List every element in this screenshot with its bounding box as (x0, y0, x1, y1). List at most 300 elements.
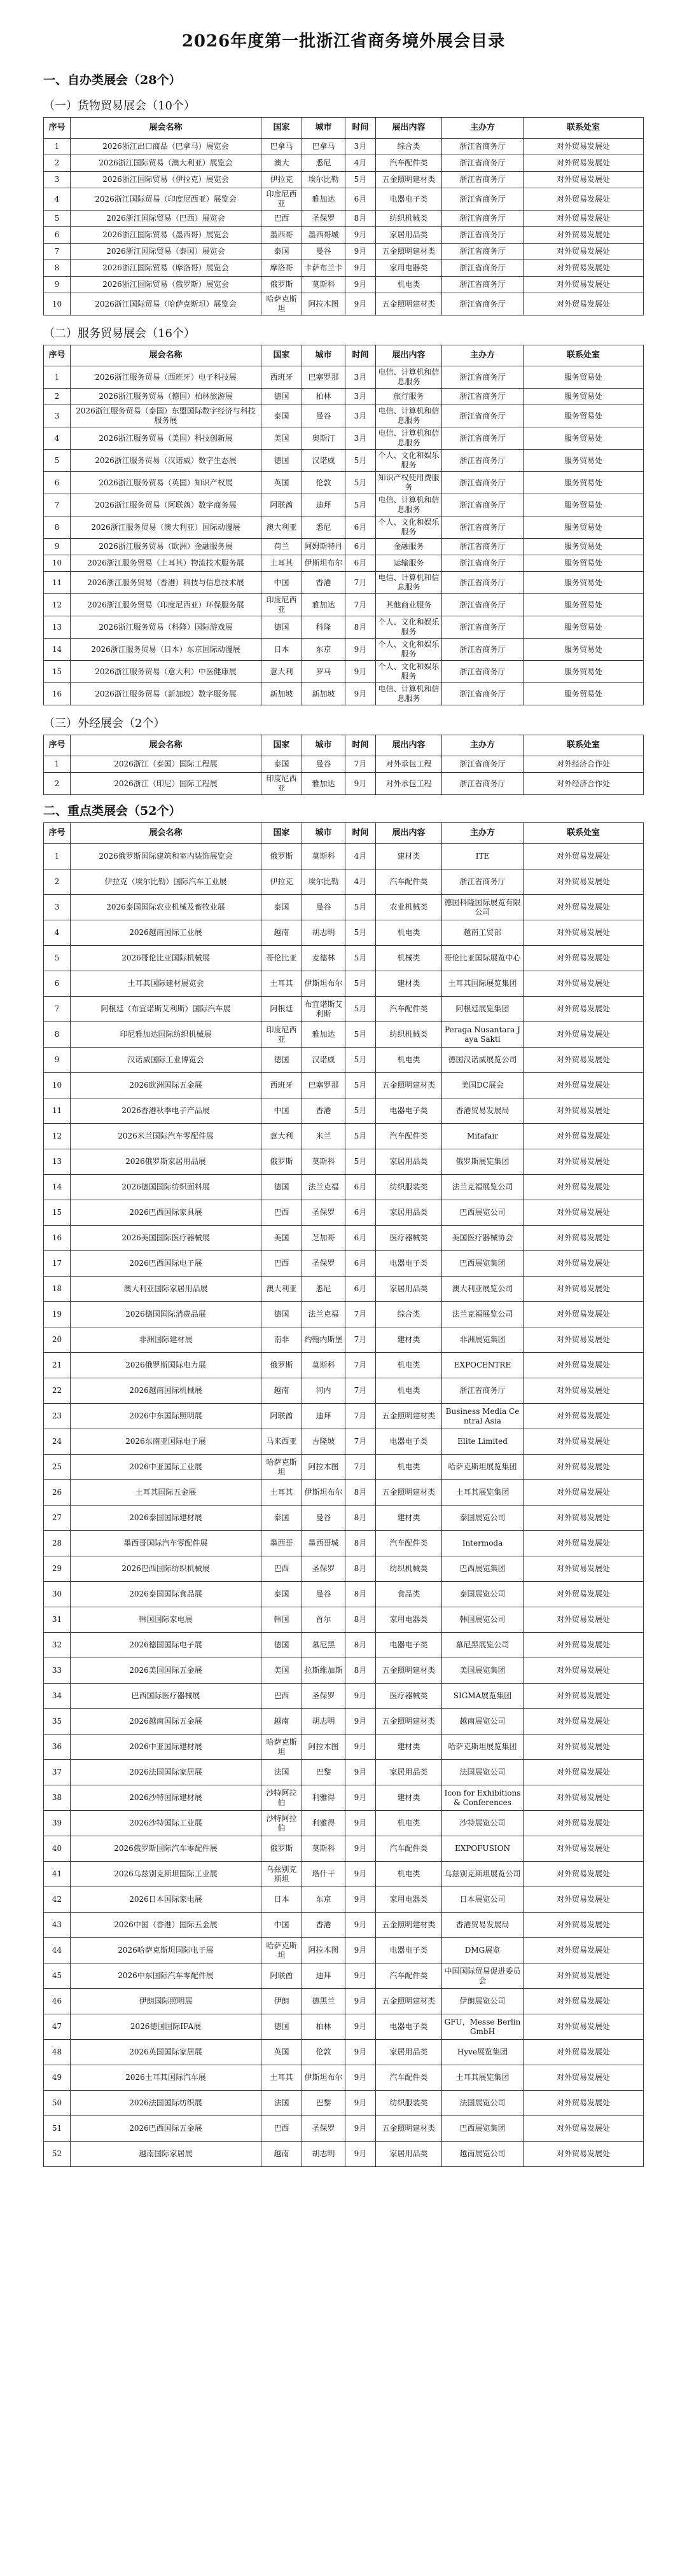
cell-country: 泰国 (261, 895, 302, 920)
cell-country: 德国 (261, 389, 302, 405)
sub-3-title: （三）外经展会（2个） (43, 717, 165, 730)
cell-city: 布宜诺斯艾利斯 (302, 997, 345, 1022)
cell-name: 2026浙江服务贸易（土耳其）物流技术服务展 (71, 555, 261, 572)
cell-index: 28 (44, 1531, 71, 1556)
cell-city: 汉诺威 (302, 450, 345, 472)
cell-name: 2026浙江国际贸易（印度尼西亚）展览会 (71, 188, 261, 211)
cell-name: 2026沙特国际建材展 (71, 1785, 261, 1811)
cell-index: 43 (44, 1913, 71, 1938)
cell-index: 47 (44, 2014, 71, 2040)
cell-department: 对外贸易发展处 (524, 844, 644, 869)
cell-month: 9月 (345, 1938, 376, 1963)
cell-content: 家居用品类 (376, 1277, 442, 1302)
cell-country: 泰国 (261, 1506, 302, 1531)
table-header-row (44, 823, 644, 844)
cell-index: 30 (44, 1582, 71, 1607)
cell-index: 10 (44, 1073, 71, 1098)
table-row (44, 1531, 644, 1556)
cell-department: 对外贸易发展处 (524, 172, 644, 188)
cell-organizer: GFU，Messe Berlin GmbH (442, 2014, 524, 2040)
sub-1-title: （一）货物贸易展会（10个） (43, 99, 195, 113)
cell-month: 9月 (345, 293, 376, 315)
cell-country: 中国 (261, 1913, 302, 1938)
cell-department: 服务贸易处 (524, 539, 644, 555)
cell-name: 2026中亚国际建材展 (71, 1735, 261, 1760)
cell-name: 2026巴西国际纺织机械展 (71, 1556, 261, 1582)
column-header: 城市 (302, 823, 345, 844)
cell-department: 对外贸易发展处 (524, 1633, 644, 1658)
cell-content: 个人、文化和娱乐服务 (376, 639, 442, 661)
cell-month: 7月 (345, 572, 376, 594)
cell-content: 其他商业服务 (376, 594, 442, 616)
cell-month: 9月 (345, 1684, 376, 1709)
cell-content: 建材类 (376, 844, 442, 869)
table-row (44, 211, 644, 227)
cell-city: 东京 (302, 639, 345, 661)
cell-department: 对外贸易发展处 (524, 1251, 644, 1277)
cell-month: 9月 (345, 1811, 376, 1836)
cell-month: 6月 (345, 1175, 376, 1200)
table-row (44, 1455, 644, 1480)
column-header: 国家 (261, 735, 302, 756)
cell-organizer: 浙江省商务厅 (442, 639, 524, 661)
cell-organizer: 浙江省商务厅 (442, 366, 524, 389)
column-header: 展会名称 (71, 345, 261, 366)
cell-content: 五金照明建材类 (376, 172, 442, 188)
cell-city: 迪拜 (302, 494, 345, 516)
cell-country: 新加坡 (261, 683, 302, 705)
cell-month: 7月 (345, 1404, 376, 1429)
table-row (44, 1226, 644, 1251)
cell-organizer: 泰国展览公司 (442, 1582, 524, 1607)
cell-organizer: 浙江省商务厅 (442, 472, 524, 494)
cell-index: 42 (44, 1887, 71, 1913)
cell-organizer: 土耳其展览集团 (442, 1480, 524, 1506)
cell-index: 24 (44, 1429, 71, 1455)
cell-organizer: 法兰克福展览公司 (442, 1175, 524, 1200)
table-row (44, 997, 644, 1022)
cell-month: 9月 (345, 2091, 376, 2116)
cell-organizer: 浙江省商务厅 (442, 188, 524, 211)
cell-department: 对外贸易发展处 (524, 1836, 644, 1862)
cell-name: 2026浙江服务贸易（汉诺威）数字生态展 (71, 450, 261, 472)
cell-index: 50 (44, 2091, 71, 2116)
cell-content: 汽车配件类 (376, 1836, 442, 1862)
cell-index: 8 (44, 260, 71, 277)
cell-content: 机电类 (376, 1048, 442, 1073)
cell-month: 3月 (345, 366, 376, 389)
cell-city: 阿拉木图 (302, 1735, 345, 1760)
cell-department: 对外贸易发展处 (524, 1531, 644, 1556)
cell-city: 麦德林 (302, 946, 345, 971)
cell-index: 4 (44, 427, 71, 450)
cell-index: 49 (44, 2065, 71, 2091)
cell-country: 德国 (261, 616, 302, 639)
table-row (44, 1098, 644, 1124)
cell-country: 印度尼西亚 (261, 594, 302, 616)
cell-index: 13 (44, 616, 71, 639)
sub-2-title: （二）服务贸易展会（16个） (43, 327, 195, 340)
cell-organizer: 浙江省商务厅 (442, 277, 524, 293)
cell-month: 7月 (345, 756, 376, 773)
cell-department: 对外贸易发展处 (524, 1404, 644, 1429)
cell-name: 2026美国国际五金展 (71, 1658, 261, 1684)
cell-month: 8月 (345, 1633, 376, 1658)
cell-organizer: 浙江省商务厅 (442, 661, 524, 683)
cell-content: 家用电器类 (376, 1887, 442, 1913)
cell-content: 农业机械类 (376, 895, 442, 920)
cell-index: 5 (44, 450, 71, 472)
cell-name: 2026浙江国际贸易（摩洛哥）展览会 (71, 260, 261, 277)
cell-organizer: 巴西展览集团 (442, 2116, 524, 2142)
column-header: 城市 (302, 118, 345, 139)
cell-index: 14 (44, 1175, 71, 1200)
table-row (44, 139, 644, 155)
cell-city: 汉诺威 (302, 1048, 345, 1073)
column-header: 时间 (345, 345, 376, 366)
cell-department: 对外贸易发展处 (524, 1455, 644, 1480)
cell-content: 知识产权使用费服务 (376, 472, 442, 494)
cell-month: 5月 (345, 1098, 376, 1124)
table-row (44, 1124, 644, 1149)
table-row (44, 844, 644, 869)
cell-country: 南非 (261, 1327, 302, 1353)
cell-index: 1 (44, 844, 71, 869)
cell-city: 卡萨布兰卡 (302, 260, 345, 277)
cell-index: 13 (44, 1149, 71, 1175)
column-header: 联系处室 (524, 735, 644, 756)
cell-name: 2026中东国际汽车零配件展 (71, 1963, 261, 1989)
cell-department: 对外经济合作处 (524, 756, 644, 773)
column-header: 主办方 (442, 735, 524, 756)
cell-city: 圣保罗 (302, 1251, 345, 1277)
cell-content: 金融服务 (376, 539, 442, 555)
cell-month: 6月 (345, 1200, 376, 1226)
cell-department: 服务贸易处 (524, 427, 644, 450)
cell-department: 对外贸易发展处 (524, 1582, 644, 1607)
cell-index: 23 (44, 1404, 71, 1429)
cell-country: 巴拿马 (261, 139, 302, 155)
cell-index: 16 (44, 1226, 71, 1251)
cell-city: 胡志明 (302, 2142, 345, 2167)
column-header: 展会名称 (71, 823, 261, 844)
cell-month: 9月 (345, 1836, 376, 1862)
cell-city: 雅加达 (302, 1022, 345, 1048)
cell-content: 机电类 (376, 1353, 442, 1378)
cell-country: 马来西亚 (261, 1429, 302, 1455)
cell-country: 澳大 (261, 155, 302, 172)
cell-index: 3 (44, 405, 71, 427)
cell-index: 12 (44, 1124, 71, 1149)
cell-city: 芝加哥 (302, 1226, 345, 1251)
cell-organizer: 中国国际贸易促进委员会 (442, 1963, 524, 1989)
cell-index: 3 (44, 895, 71, 920)
cell-country: 美国 (261, 427, 302, 450)
cell-month: 8月 (345, 211, 376, 227)
cell-month: 7月 (345, 594, 376, 616)
section-1-title: 一、自办类展会（28个） (43, 73, 181, 87)
cell-city: 圣保罗 (302, 2116, 345, 2142)
table-row (44, 244, 644, 260)
cell-department: 对外贸易发展处 (524, 1429, 644, 1455)
cell-content: 旅行服务 (376, 389, 442, 405)
cell-month: 9月 (345, 683, 376, 705)
cell-month: 8月 (345, 1582, 376, 1607)
table-row (44, 1913, 644, 1938)
cell-department: 服务贸易处 (524, 450, 644, 472)
cell-month: 9月 (345, 1913, 376, 1938)
cell-month: 5月 (345, 1149, 376, 1175)
table-row (44, 1378, 644, 1404)
cell-department: 对外贸易发展处 (524, 971, 644, 997)
cell-department: 服务贸易处 (524, 366, 644, 389)
cell-index: 11 (44, 1098, 71, 1124)
cell-name: 墨西哥国际汽车零配件展 (71, 1531, 261, 1556)
cell-content: 个人、文化和娱乐服务 (376, 516, 442, 539)
cell-month: 5月 (345, 472, 376, 494)
cell-name: 2026浙江服务贸易（科隆）国际游戏展 (71, 616, 261, 639)
cell-index: 19 (44, 1302, 71, 1327)
cell-department: 对外贸易发展处 (524, 1073, 644, 1098)
cell-month: 9月 (345, 2065, 376, 2091)
cell-country: 阿联酋 (261, 494, 302, 516)
cell-city: 新加坡 (302, 683, 345, 705)
cell-month: 3月 (345, 139, 376, 155)
cell-month: 9月 (345, 1887, 376, 1913)
table-row (44, 869, 644, 895)
table-row (44, 1327, 644, 1353)
cell-content: 电器电子类 (376, 1251, 442, 1277)
cell-name: 2026浙江国际贸易（澳大利亚）展览会 (71, 155, 261, 172)
cell-name: 2026香港秋季电子产品展 (71, 1098, 261, 1124)
cell-content: 个人、文化和娱乐服务 (376, 450, 442, 472)
cell-city: 拉斯维加斯 (302, 1658, 345, 1684)
cell-organizer: 土耳其展览集团 (442, 2065, 524, 2091)
cell-city: 德黑兰 (302, 1989, 345, 2014)
cell-organizer: 浙江省商务厅 (442, 869, 524, 895)
column-header: 城市 (302, 345, 345, 366)
cell-content: 家居用品类 (376, 227, 442, 244)
cell-month: 6月 (345, 188, 376, 211)
cell-organizer: Icon for Exhibitions & Conferences (442, 1785, 524, 1811)
cell-index: 45 (44, 1963, 71, 1989)
cell-index: 3 (44, 172, 71, 188)
cell-country: 哈萨克斯坦 (261, 1455, 302, 1480)
cell-month: 7月 (345, 1353, 376, 1378)
cell-city: 巴黎 (302, 1760, 345, 1785)
column-header: 主办方 (442, 823, 524, 844)
cell-index: 4 (44, 188, 71, 211)
cell-organizer: 俄罗斯展览集团 (442, 1149, 524, 1175)
cell-organizer: 浙江省商务厅 (442, 516, 524, 539)
cell-city: 迪拜 (302, 1963, 345, 1989)
table-row (44, 260, 644, 277)
column-header: 时间 (345, 823, 376, 844)
cell-department: 对外贸易发展处 (524, 1607, 644, 1633)
table-row (44, 2040, 644, 2065)
table-row (44, 227, 644, 244)
cell-organizer: 乌兹别克斯坦展览公司 (442, 1862, 524, 1887)
cell-name: 2026俄罗斯国际电力展 (71, 1353, 261, 1378)
cell-index: 18 (44, 1277, 71, 1302)
cell-name: 2026浙江服务贸易（德国）柏林旅游展 (71, 389, 261, 405)
cell-organizer: 哈萨克斯坦展览集团 (442, 1735, 524, 1760)
cell-country: 德国 (261, 1633, 302, 1658)
cell-month: 5月 (345, 1073, 376, 1098)
cell-name: 2026浙江（泰国）国际工程展 (71, 756, 261, 773)
cell-content: 医疗器械类 (376, 1226, 442, 1251)
cell-country: 哥伦比亚 (261, 946, 302, 971)
cell-organizer: 浙江省商务厅 (442, 616, 524, 639)
cell-department: 对外贸易发展处 (524, 1938, 644, 1963)
cell-organizer: 美国展览集团 (442, 1658, 524, 1684)
cell-organizer: 美国DC展会 (442, 1073, 524, 1098)
cell-country: 意大利 (261, 1124, 302, 1149)
cell-content: 汽车配件类 (376, 997, 442, 1022)
cell-country: 德国 (261, 450, 302, 472)
cell-content: 汽车配件类 (376, 1963, 442, 1989)
cell-month: 9月 (345, 2014, 376, 2040)
cell-content: 建材类 (376, 1506, 442, 1531)
cell-index: 14 (44, 639, 71, 661)
cell-content: 电器电子类 (376, 1938, 442, 1963)
cell-content: 汽车配件类 (376, 1531, 442, 1556)
cell-content: 电器电子类 (376, 2014, 442, 2040)
cell-name: 2026浙江服务贸易（意大利）中医健康展 (71, 661, 261, 683)
cell-city: 伊斯坦布尔 (302, 1480, 345, 1506)
cell-department: 服务贸易处 (524, 472, 644, 494)
cell-city: 利雅得 (302, 1785, 345, 1811)
cell-country: 俄罗斯 (261, 1836, 302, 1862)
table-row (44, 1785, 644, 1811)
column-header: 展出内容 (376, 118, 442, 139)
cell-country: 韩国 (261, 1607, 302, 1633)
cell-name: 2026浙江服务贸易（英国）知识产权展 (71, 472, 261, 494)
cell-department: 对外贸易发展处 (524, 1887, 644, 1913)
cell-name: 2026乌兹别克斯坦国际工业展 (71, 1862, 261, 1887)
cell-department: 对外贸易发展处 (524, 946, 644, 971)
cell-content: 纺织机械类 (376, 1556, 442, 1582)
cell-index: 36 (44, 1735, 71, 1760)
cell-country: 哈萨克斯坦 (261, 1735, 302, 1760)
column-header: 联系处室 (524, 823, 644, 844)
cell-department: 对外贸易发展处 (524, 260, 644, 277)
cell-month: 6月 (345, 555, 376, 572)
cell-organizer: 哥伦比亚国际展览中心 (442, 946, 524, 971)
cell-country: 摩洛哥 (261, 260, 302, 277)
cell-city: 塔什干 (302, 1862, 345, 1887)
table-row (44, 539, 644, 555)
cell-name: 2026德国国际消费品展 (71, 1302, 261, 1327)
column-header: 国家 (261, 345, 302, 366)
cell-index: 2 (44, 869, 71, 895)
cell-name: 2026浙江国际贸易（俄罗斯）展览会 (71, 277, 261, 293)
cell-content: 机电类 (376, 920, 442, 946)
table-row (44, 1887, 644, 1913)
cell-organizer: Elite Limited (442, 1429, 524, 1455)
cell-content: 对外承包工程 (376, 773, 442, 795)
table-header-row (44, 118, 644, 139)
cell-city: 法兰克福 (302, 1175, 345, 1200)
cell-city: 悉尼 (302, 1277, 345, 1302)
cell-index: 8 (44, 1022, 71, 1048)
cell-department: 对外贸易发展处 (524, 1684, 644, 1709)
cell-organizer: 浙江省商务厅 (442, 293, 524, 315)
cell-content: 家居用品类 (376, 2040, 442, 2065)
cell-department: 对外贸易发展处 (524, 2040, 644, 2065)
cell-department: 对外贸易发展处 (524, 1226, 644, 1251)
cell-city: 莫斯科 (302, 1149, 345, 1175)
cell-city: 圣保罗 (302, 1684, 345, 1709)
cell-department: 服务贸易处 (524, 405, 644, 427)
cell-department: 对外贸易发展处 (524, 1378, 644, 1404)
cell-organizer: 法国展览公司 (442, 2091, 524, 2116)
table-row (44, 389, 644, 405)
cell-department: 对外贸易发展处 (524, 869, 644, 895)
cell-index: 15 (44, 1200, 71, 1226)
cell-organizer: 浙江省商务厅 (442, 260, 524, 277)
cell-organizer: 香港贸易发展局 (442, 1098, 524, 1124)
cell-name: 2026巴西国际电子展 (71, 1251, 261, 1277)
cell-month: 9月 (345, 1709, 376, 1735)
cell-month: 9月 (345, 2116, 376, 2142)
cell-index: 5 (44, 946, 71, 971)
table-row (44, 773, 644, 795)
cell-month: 7月 (345, 1327, 376, 1353)
cell-city: 利雅得 (302, 1811, 345, 1836)
cell-country: 意大利 (261, 661, 302, 683)
cell-country: 巴西 (261, 1556, 302, 1582)
table-row (44, 661, 644, 683)
cell-organizer: 浙江省商务厅 (442, 227, 524, 244)
cell-department: 对外贸易发展处 (524, 293, 644, 315)
table-row (44, 594, 644, 616)
cell-organizer: 法兰克福展览公司 (442, 1302, 524, 1327)
cell-index: 44 (44, 1938, 71, 1963)
cell-country: 巴西 (261, 1200, 302, 1226)
cell-name: 2026浙江国际贸易（巴西）展览会 (71, 211, 261, 227)
table-row (44, 895, 644, 920)
table-header-row (44, 735, 644, 756)
cell-name: 2026俄罗斯国际建筑和室内装饰展览会 (71, 844, 261, 869)
cell-content: 汽车配件类 (376, 2065, 442, 2091)
cell-country: 澳大利亚 (261, 1277, 302, 1302)
cell-content: 五金照明建材类 (376, 1913, 442, 1938)
cell-country: 泰国 (261, 756, 302, 773)
cell-name: 2026中亚国际工业展 (71, 1455, 261, 1480)
cell-index: 22 (44, 1378, 71, 1404)
cell-content: 五金照明建材类 (376, 293, 442, 315)
cell-name: 2026浙江服务贸易（西班牙）电子科技展 (71, 366, 261, 389)
cell-month: 9月 (345, 1735, 376, 1760)
cell-department: 对外贸易发展处 (524, 1098, 644, 1124)
cell-department: 服务贸易处 (524, 572, 644, 594)
cell-name: 2026中国（香港）国际五金展 (71, 1913, 261, 1938)
table-row (44, 1277, 644, 1302)
cell-name: 非洲国际建材展 (71, 1327, 261, 1353)
key-exhibitions-table (43, 822, 644, 2167)
cell-name: 2026德国国际纺织面料展 (71, 1175, 261, 1200)
cell-city: 东京 (302, 1887, 345, 1913)
cell-content: 机电类 (376, 277, 442, 293)
cell-content: 五金照明建材类 (376, 1989, 442, 2014)
cell-content: 家居用品类 (376, 1200, 442, 1226)
cell-city: 柏林 (302, 2014, 345, 2040)
cell-content: 建材类 (376, 1735, 442, 1760)
table-row (44, 1938, 644, 1963)
cell-city: 迪拜 (302, 1404, 345, 1429)
cell-month: 5月 (345, 920, 376, 946)
